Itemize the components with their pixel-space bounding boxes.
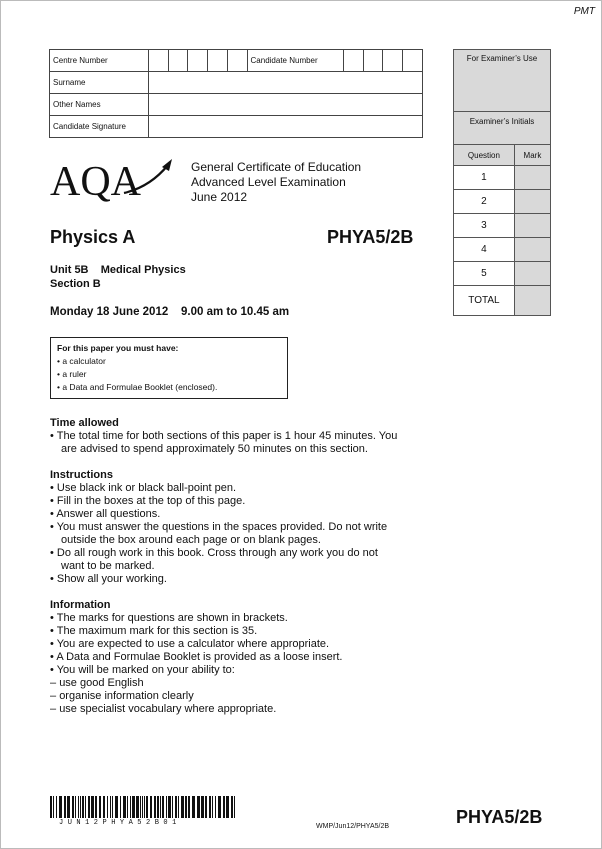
total-mark-cell[interactable] [514, 286, 550, 316]
instruction-item: • You must answer the questions in the spaces provided. Do not write outside the box around each page or on blank pages. [50, 521, 388, 546]
aqa-logo [50, 157, 180, 208]
barcode-stripe [72, 796, 74, 818]
information-item: • You will be marked on your ability to: [50, 664, 235, 676]
mark-cell[interactable] [514, 214, 550, 238]
centre-number-box[interactable] [227, 50, 247, 72]
barcode-stripe [136, 796, 139, 818]
barcode-stripe [120, 796, 121, 818]
barcode-stripe [103, 796, 105, 818]
barcode-stripe [144, 796, 145, 818]
barcode-stripe [234, 796, 235, 818]
candidate-number-box[interactable] [403, 50, 423, 72]
instruction-item: • Use black ink or black ball-point pen. [50, 482, 237, 494]
question-number: 2 [454, 190, 515, 214]
requirement-item: • a Data and Formulae Booklet (enclosed). [57, 382, 218, 392]
barcode-stripe [130, 796, 131, 818]
candidate-number-box[interactable] [363, 50, 383, 72]
mark-cell[interactable] [514, 262, 550, 286]
information-heading: Information [50, 599, 111, 611]
unit-title: Unit 5B Medical Physics [50, 264, 186, 276]
barcode-stripe [197, 796, 200, 818]
barcode-stripe [85, 796, 86, 818]
time-allowed-heading: Time allowed [50, 417, 119, 429]
barcode-stripe [78, 796, 79, 818]
information-item: • The marks for questions are shown in brackets. [50, 612, 288, 624]
examiner-use-title: For Examiner’s Use [454, 50, 551, 112]
barcode-stripe [115, 796, 118, 818]
barcode-stripe [107, 796, 108, 818]
barcode-stripe [75, 796, 76, 818]
instructions-section [50, 469, 402, 586]
barcode-stripe [175, 796, 177, 818]
information-item: • You are expected to use a calculator where appropriate. [50, 638, 330, 650]
barcode-stripe [172, 796, 173, 818]
information-subitem: – use good English [50, 677, 144, 689]
requirements-box [50, 337, 288, 399]
barcode-stripe [95, 796, 97, 818]
mark-cell[interactable] [514, 166, 550, 190]
barcode-stripe [231, 796, 233, 818]
centre-number-box[interactable] [148, 50, 168, 72]
barcode-stripe [88, 796, 90, 818]
unit-block [50, 263, 186, 291]
information-subitem: – organise information clearly [50, 690, 194, 702]
surname-field[interactable] [148, 72, 422, 94]
aqa-logo-mark [50, 157, 180, 203]
barcode-stripe [123, 796, 126, 818]
information-item: • The maximum mark for this section is 35. [50, 625, 258, 637]
barcode-stripe [160, 796, 161, 818]
instruction-item: • Do all rough work in this book. Cross through any work you do not want to be marked. [50, 547, 378, 572]
candidate-number-box[interactable] [383, 50, 403, 72]
barcode-stripe [154, 796, 156, 818]
requirement-item: • a ruler [57, 369, 87, 379]
question-number: 4 [454, 238, 515, 262]
candidate-details-table [49, 49, 423, 138]
barcode-stripe [162, 796, 164, 818]
barcode-stripe [218, 796, 221, 818]
mark-cell[interactable] [514, 190, 550, 214]
aqa-logo-text: AQA [50, 159, 141, 203]
requirement-item: • a calculator [57, 356, 106, 366]
barcode-stripe [166, 796, 167, 818]
examiner-use-table [453, 49, 551, 316]
examiner-initials-label: Examiner’s Initials [454, 112, 551, 145]
information-item: • A Data and Formulae Booklet is provided as a loose insert. [50, 651, 343, 663]
pmt-mark: PMT [573, 6, 595, 17]
instruction-item: • Show all your working. [50, 573, 167, 585]
footer-paper-code: PHYA5/2B [456, 807, 543, 827]
exam-date-time: Monday 18 June 2012 9.00 am to 10.45 am [50, 306, 290, 318]
barcode-stripe [59, 796, 62, 818]
barcode-stripe [132, 796, 135, 818]
barcode-stripe [205, 796, 207, 818]
exam-session: June 2012 [191, 190, 248, 204]
barcode-stripe [192, 796, 195, 818]
barcode-stripe [157, 796, 159, 818]
qualification-block [191, 160, 361, 205]
information-section [50, 599, 410, 716]
barcode-stripe [53, 796, 54, 818]
candidate-signature-field[interactable] [148, 116, 422, 138]
centre-number-box[interactable] [188, 50, 208, 72]
barcode-stripe [140, 796, 141, 818]
subject-title: Physics A [50, 227, 136, 247]
wmp-reference: WMP/Jun12/PHYA5/2B [316, 823, 390, 830]
barcode-stripe [110, 796, 111, 818]
other-names-field[interactable] [148, 94, 422, 116]
instructions-heading: Instructions [50, 469, 113, 481]
requirements-heading: For this paper you must have: [57, 343, 179, 353]
question-col-header: Question [454, 145, 515, 166]
barcode-stripe [178, 796, 179, 818]
barcode-stripe [215, 796, 216, 818]
candidate-number-box[interactable] [343, 50, 363, 72]
barcode-text: JUN12PHYA52B01 [59, 819, 181, 827]
barcode-stripe [146, 796, 148, 818]
barcode-stripe [99, 796, 101, 818]
barcode-stripe [188, 796, 190, 818]
barcode-stripe [150, 796, 152, 818]
barcode-stripe [50, 796, 52, 818]
barcode-stripe [201, 796, 204, 818]
time-allowed-item: • The total time for both sections of this paper is 1 hour 45 minutes. You are advised to spend approximately 50 minutes on this section. [50, 430, 398, 455]
barcode-stripe [64, 796, 66, 818]
mark-col-header: Mark [514, 145, 550, 166]
centre-number-box[interactable] [168, 50, 188, 72]
instruction-item: • Fill in the boxes at the top of this page. [50, 495, 246, 507]
section-title: Section B [50, 278, 101, 290]
barcode-stripe [185, 796, 187, 818]
barcode-stripe [112, 796, 113, 818]
barcode-stripe [82, 796, 84, 818]
barcode-stripe [56, 796, 57, 818]
information-subitem: – use specialist vocabulary where appropriate. [50, 703, 277, 715]
barcode-stripe [223, 796, 225, 818]
question-number: 1 [454, 166, 515, 190]
barcode-stripe [226, 796, 229, 818]
barcode-stripe [168, 796, 171, 818]
candidate-signature-label: Candidate Signature [50, 116, 149, 138]
question-number: 3 [454, 214, 515, 238]
mark-cell[interactable] [514, 238, 550, 262]
qualification-line: Advanced Level Examination [191, 175, 346, 189]
total-label: TOTAL [454, 286, 515, 316]
centre-number-box[interactable] [208, 50, 228, 72]
paper-code: PHYA5/2B [327, 227, 414, 247]
barcode-stripe [91, 796, 94, 818]
barcode-stripe [127, 796, 128, 818]
question-number: 5 [454, 262, 515, 286]
centre-number-label: Centre Number [50, 50, 149, 72]
barcode-stripe [181, 796, 184, 818]
barcode-stripe [80, 796, 81, 818]
instruction-item: • Answer all questions. [50, 508, 161, 520]
barcode-stripe [67, 796, 70, 818]
other-names-label: Other Names [50, 94, 149, 116]
barcode [50, 796, 238, 818]
surname-label: Surname [50, 72, 149, 94]
qualification-line: General Certificate of Education [191, 160, 362, 174]
barcode-stripe [142, 796, 143, 818]
time-allowed-section [50, 417, 400, 456]
barcode-stripe [209, 796, 211, 818]
candidate-number-label: Candidate Number [247, 50, 343, 72]
barcode-stripe [212, 796, 213, 818]
